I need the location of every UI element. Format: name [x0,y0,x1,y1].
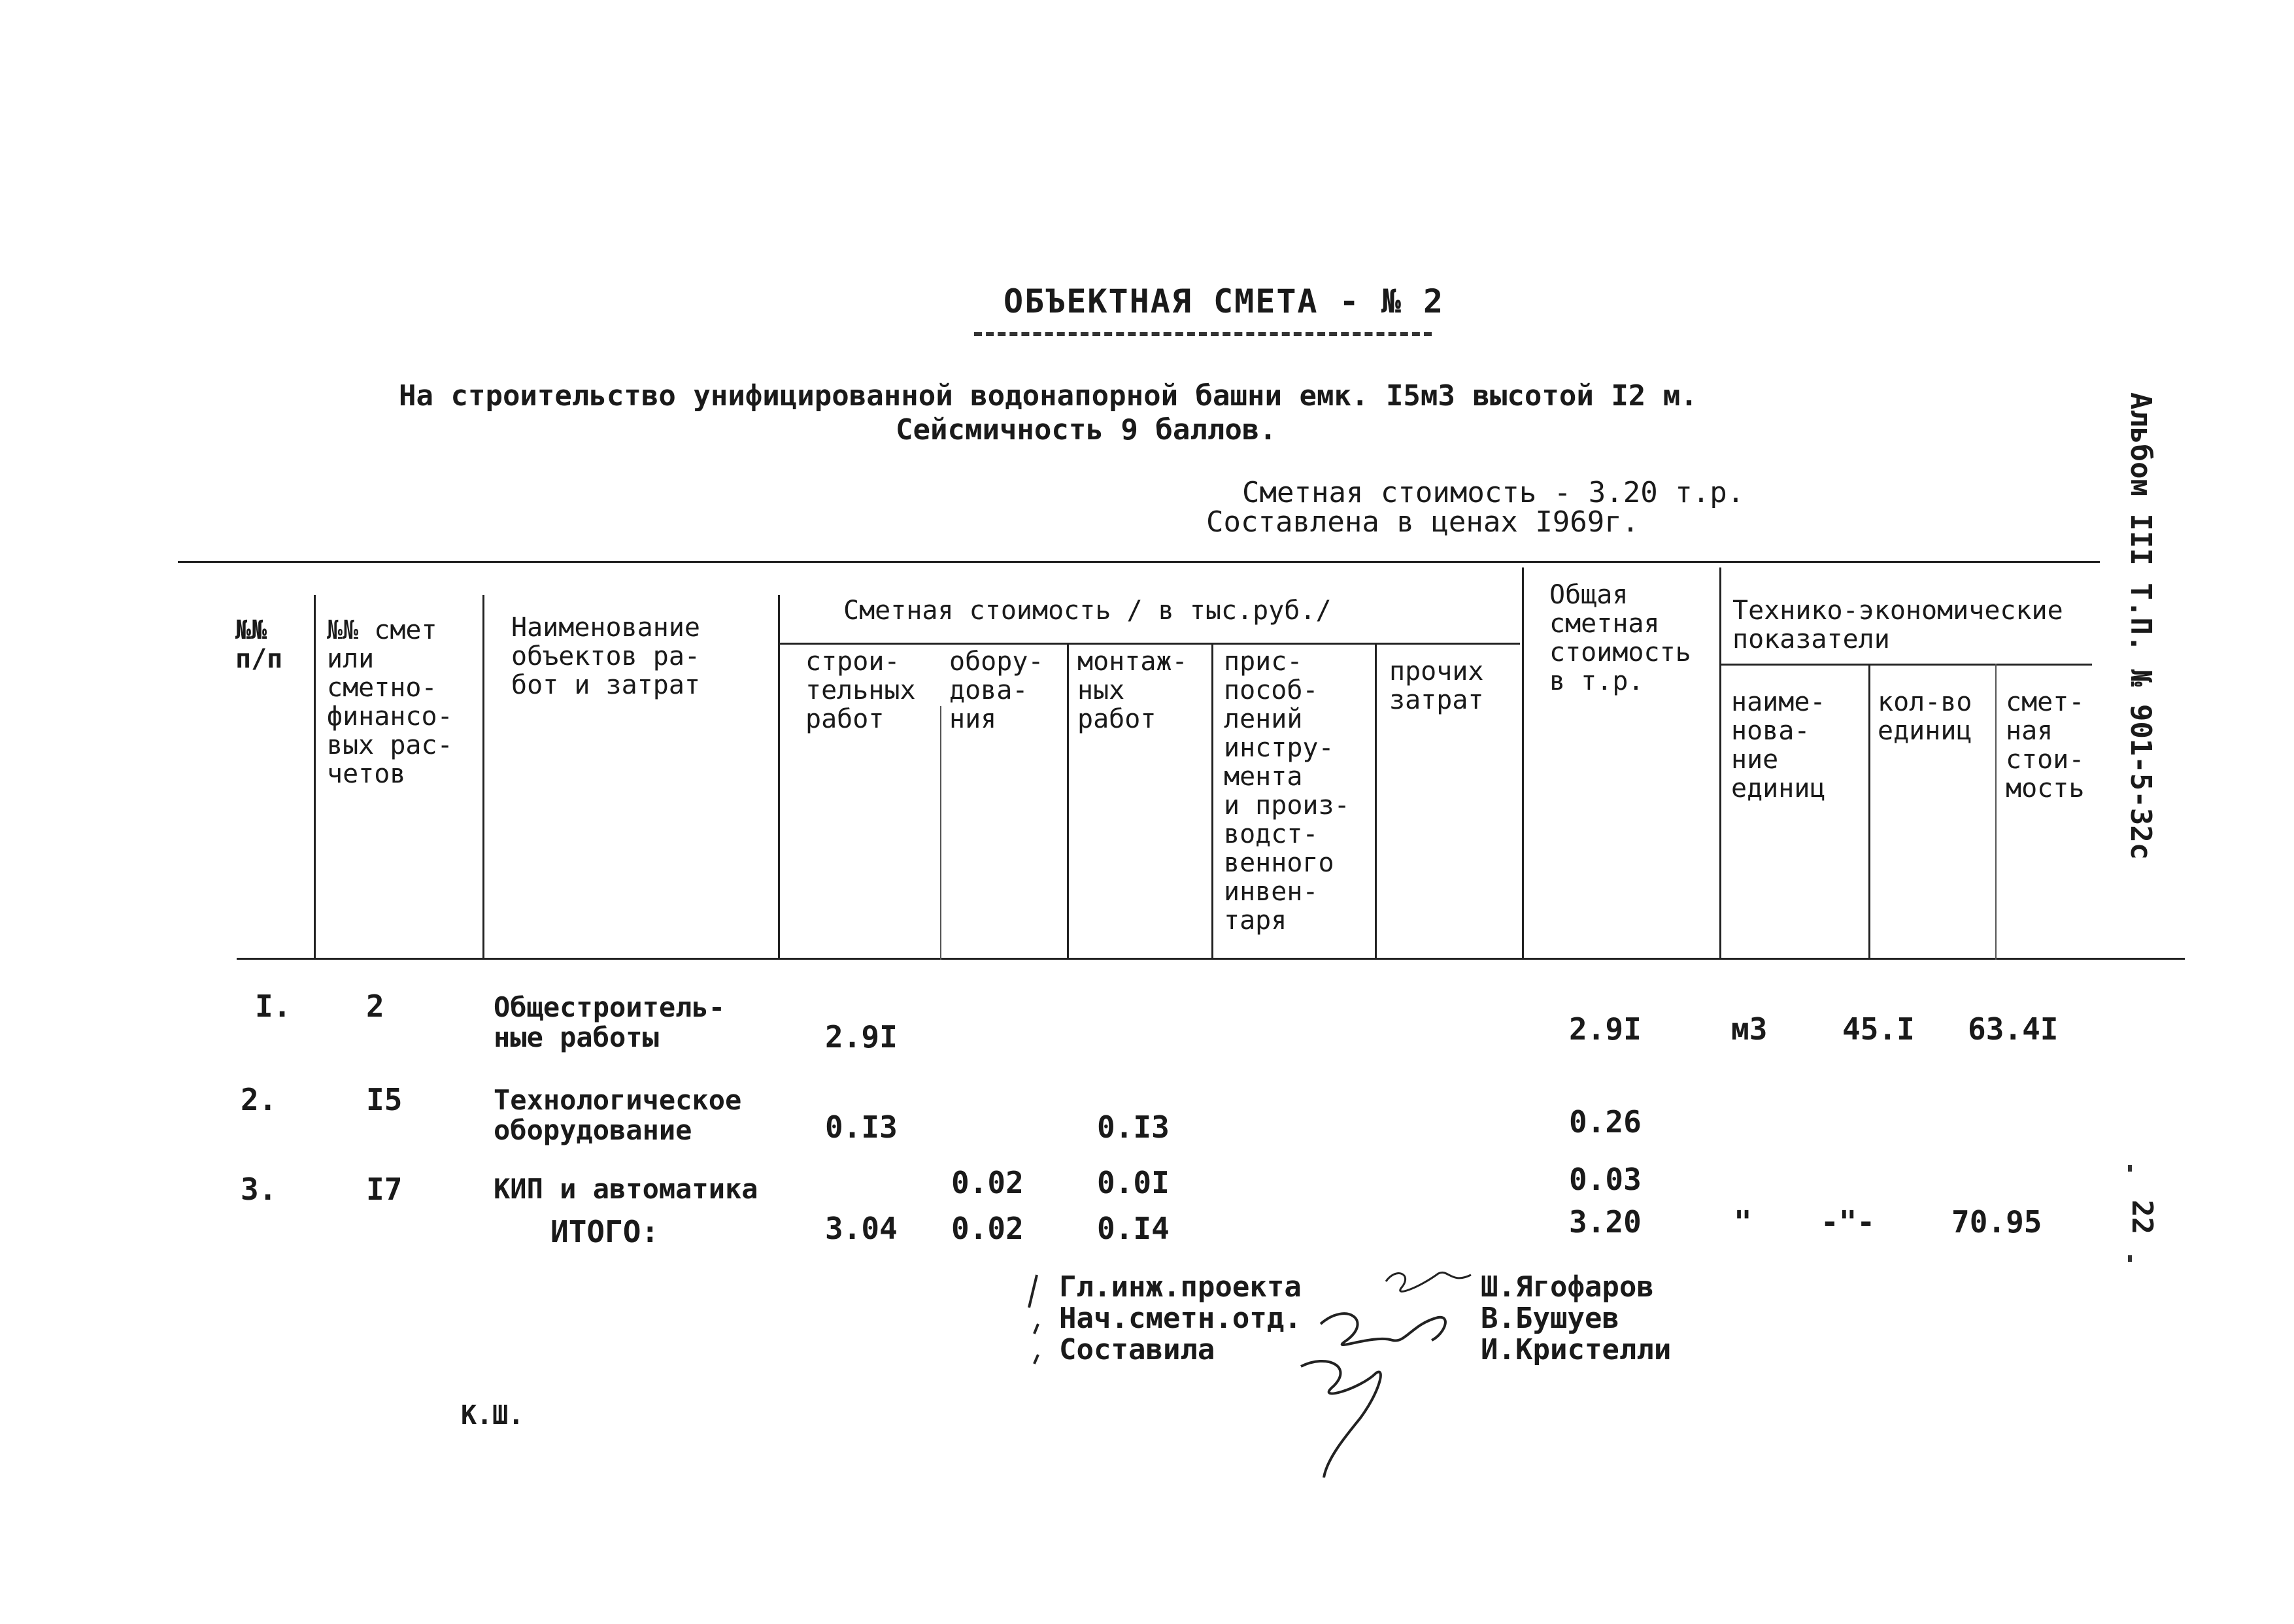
col-line-6 [1211,643,1213,960]
title-underline [974,332,1432,336]
totals-unit-cost: 70.95 [1951,1204,2042,1240]
col-line-11 [1995,664,1997,960]
tep-group-divider [1719,664,2092,666]
page-number: 22 [2125,1200,2159,1234]
header-other: прочих затрат [1389,656,1484,715]
totals-unit: " [1734,1204,1752,1240]
row3-total: 0.03 [1569,1162,1642,1197]
header-unit-name: наиме- нова- ние единиц [1731,687,1826,804]
signature-name-1: Ш.Ягофаров [1481,1270,1654,1304]
signature-role-2: Нач.сметн.отд. [1059,1302,1302,1335]
cost-group-divider [778,643,1520,645]
header-estimate-no: №№ смет или сметно- финансо- вых рас- четов [327,615,453,789]
col-line-3 [778,595,780,960]
footer-mark: К.Ш. [461,1400,524,1430]
margin-dot [2128,1255,2132,1262]
row2-estimate: I5 [366,1082,403,1117]
page-title: ОБЪЕКТНАЯ СМЕТА - № 2 [1004,282,1445,320]
header-tep-group: Технико-экономические показатели [1732,596,2063,654]
totals-installation: 0.I4 [1097,1211,1170,1246]
row1-unit-cost: 63.4I [1968,1011,2059,1047]
prices-line: Составлена в ценах I969г. [1206,505,1640,539]
row2-construction: 0.I3 [825,1109,898,1145]
table-top-border [178,561,2100,563]
row2-total: 0.26 [1569,1104,1642,1140]
margin-dot [2128,1165,2132,1172]
totals-count: -"- [1821,1204,1876,1240]
header-name: Наименование объектов ра- бот и затрат [511,613,700,700]
signature-role-1: Гл.инж.проекта [1059,1270,1302,1304]
album-side-label: Альбом III Т.П. № 901-5-32с [2124,392,2157,860]
signature-name-3: И.Кристелли [1481,1333,1672,1366]
row1-num: I. [255,989,292,1024]
totals-label: ИТОГО: [550,1214,660,1249]
row2-installation: 0.I3 [1097,1109,1170,1145]
row1-name: Общестроитель- ные работы [494,991,726,1053]
totals-total: 3.20 [1569,1204,1642,1240]
header-bottom-border [237,958,2185,960]
signature-name-2: В.Бушуев [1481,1302,1619,1335]
row1-unit: м3 [1731,1011,1768,1047]
col-line-10 [1868,664,1870,960]
col-line-1 [314,595,316,960]
row1-count: 45.I [1842,1011,1915,1047]
estimated-cost-line: Сметная стоимость - 3.20 т.р. [1242,476,1745,509]
col-line-7 [1375,643,1377,960]
col-line-2 [482,595,484,960]
col-line-8 [1522,567,1524,960]
row3-installation: 0.0I [1097,1165,1170,1200]
header-cost-group: Сметная стоимость / в тыс.руб./ [843,596,1332,626]
row1-estimate: 2 [366,989,384,1024]
header-total-cost: Общая сметная стоимость в т.р. [1549,580,1691,696]
header-num: №№ п/п [235,615,283,674]
row3-estimate: I7 [366,1172,403,1207]
row3-equipment: 0.02 [951,1165,1024,1200]
col-line-9 [1719,567,1721,960]
header-equipment: обору- дова- ния [949,647,1044,734]
totals-construction: 3.04 [825,1211,898,1246]
header-unit-cost: смет- ная стои- мость [2006,687,2085,804]
row1-total: 2.9I [1569,1011,1642,1047]
header-construction: строи- тельных работ [805,647,916,734]
row1-construction: 2.9I [825,1019,898,1055]
header-installation: монтаж- ных работ [1077,647,1188,734]
signature-role-3: Составила [1059,1333,1215,1366]
subtitle-line-1: На строительство унифицированной водонапорной башни емк. I5м3 высотой I2 м. [399,379,1698,413]
header-unit-count: кол-во единиц [1878,687,1972,746]
handwritten-signatures [1020,1262,1491,1478]
subtitle-line-2: Сейсмичность 9 баллов. [896,413,1277,447]
col-line-4 [940,706,941,960]
row2-num: 2. [241,1082,277,1117]
row3-name: КИП и автоматика [494,1173,758,1205]
col-line-5 [1067,643,1069,960]
header-tools: прис- пособ- лений инстру- мента и произ- водст- венного инвен- таря [1224,647,1350,936]
row3-num: 3. [241,1172,277,1207]
row2-name: Технологическое оборудование [494,1084,742,1146]
totals-equipment: 0.02 [951,1211,1024,1246]
